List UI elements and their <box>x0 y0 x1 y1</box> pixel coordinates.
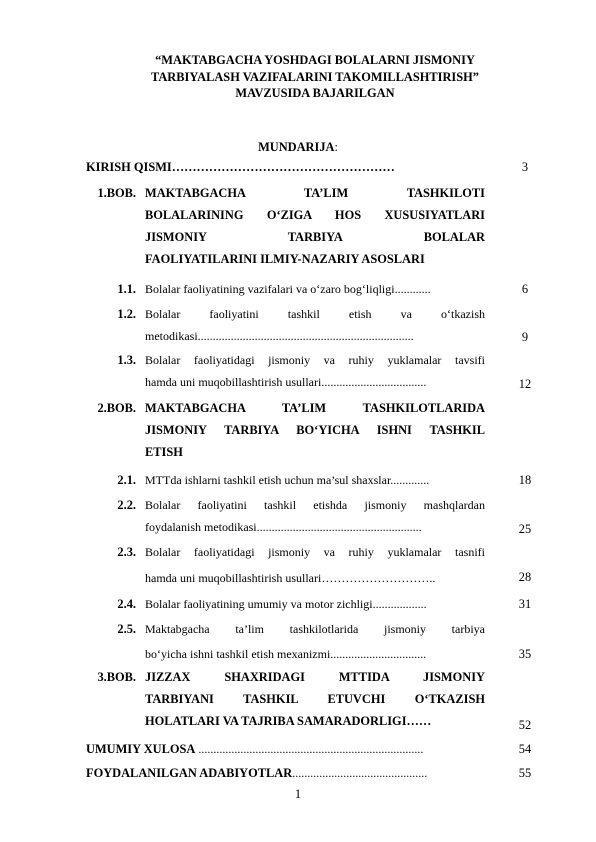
section-title-line: Bolalar faoliyatidagi jismoniy va ruhiy yuklamalar tavsifi <box>145 353 485 367</box>
section-number: 2.4. <box>117 597 136 611</box>
contents-heading-colon: : <box>334 140 338 154</box>
toc-entry-summary <box>86 738 423 760</box>
toc-page-number: 52 <box>518 718 532 732</box>
section-title <box>145 303 485 347</box>
section-title <box>145 469 485 491</box>
title-line-2: TARBIYALASH VAZIFALARINI TAKOMILLASHTIRISH” <box>151 69 479 84</box>
section-title <box>145 494 485 538</box>
section-title-line: Bolalar faoliyatining vazifalari va o‘zaro bog‘liqligi............ <box>145 282 431 296</box>
chapter-title-line: JIZZAX SHAXRIDAGI MTTIDA JISMONIY <box>145 670 485 684</box>
chapter-number: 1.BOB. <box>97 186 136 200</box>
chapter-title-line: TARBIYANI TASHKIL ETUVCHI O‘TKAZISH <box>145 692 485 706</box>
section-title-line: Maktabgacha ta’lim tashkilotlarida jismoniy tarbiya <box>145 622 485 636</box>
chapter-title-line: MAKTABGACHA TA’LIM TASHKILOTLARIDA <box>145 401 485 415</box>
toc-entry-references <box>86 762 427 784</box>
chapter-title-line: JISMONIY TARBIYA BOLALAR <box>145 230 485 244</box>
section-title-line: foydalanish metodikasi....................................................... <box>145 520 422 534</box>
toc-page-number: 9 <box>521 330 529 344</box>
section-number: 1.1. <box>117 282 136 296</box>
contents-heading-text: MUNDARIJA <box>258 140 335 154</box>
section-title-line: Bolalar faoliyatidagi jismoniy va ruhiy yuklamalar tasnifi <box>145 545 485 559</box>
chapter-title <box>145 182 485 270</box>
section-number: 2.5. <box>117 622 136 636</box>
document-title <box>100 52 530 102</box>
toc-page-number: 25 <box>518 522 532 536</box>
title-line-1: “MAKTABGACHA YOSHDAGI BOLALARNI JISMONIY <box>155 53 475 67</box>
toc-page-number: 54 <box>518 742 532 756</box>
section-title-line: Bolalar faoliyatini tashkil etish va o‘tkazish <box>145 307 485 321</box>
toc-page-number: 12 <box>518 377 532 391</box>
chapter-title-line: ETISH <box>145 445 183 459</box>
section-number: 1.3. <box>117 353 136 367</box>
section-title-line: Bolalar faoliyatini tashkil etishda jismoniy mashqlardan <box>145 498 485 512</box>
chapter-title-line: BOLALARINING O‘ZIGA HOS XUSUSIYATLARI <box>145 208 485 222</box>
chapter-title-line: FAOLIYATILARINI ILMIY-NAZARIY ASOSLARI <box>145 252 425 266</box>
toc-entry-leader: ........................................................................... <box>195 742 424 756</box>
toc-entry-label: FOYDALANILGAN ADABIYOTLAR <box>86 766 293 780</box>
toc-entry-label: UMUMIY XULOSA <box>86 742 196 756</box>
toc-entry-intro <box>86 160 395 175</box>
toc-entry-label: KIRISH QISMI……………………………………………… <box>86 160 395 174</box>
section-number: 2.1. <box>117 473 136 487</box>
chapter-title-line: MAKTABGACHA TA’LIM TASHKILOTI <box>145 186 485 200</box>
toc-page-number: 3 <box>521 160 529 174</box>
toc-entry-leader: ............................................. <box>292 766 428 780</box>
page-number: 1 <box>294 787 302 801</box>
toc-page-number: 31 <box>518 597 532 611</box>
section-number: 1.2. <box>117 307 136 321</box>
section-title <box>145 593 485 615</box>
title-line-3: MAVZUSIDA BAJARILGAN <box>235 86 395 100</box>
section-title-line: MTTda ishlarni tashkil etish uchun ma’sul shaxslar............. <box>145 473 430 487</box>
chapter-number: 3.BOB. <box>97 670 136 684</box>
section-number: 2.2. <box>117 498 136 512</box>
contents-heading <box>0 140 596 155</box>
chapter-title <box>145 666 485 732</box>
section-title-line: metodikasi........................................................................ <box>145 329 414 343</box>
section-number: 2.3. <box>117 545 136 559</box>
toc-page-number: 35 <box>518 647 532 661</box>
chapter-number: 2.BOB. <box>97 401 136 415</box>
section-title <box>145 618 485 665</box>
section-title-line: hamda uni muqobillashtirish usullari……………………….. <box>145 571 436 585</box>
toc-page-number: 55 <box>518 766 532 780</box>
section-title-line: bo‘yicha ishni tashkil etish mexanizmi................................ <box>145 647 427 661</box>
section-title <box>145 278 485 300</box>
toc-page-number: 28 <box>518 570 532 584</box>
section-title-line: hamda uni muqobillashtirish usullari................................... <box>145 375 427 389</box>
chapter-title <box>145 397 485 463</box>
section-title <box>145 541 485 589</box>
toc-page-number: 6 <box>521 282 529 296</box>
section-title <box>145 349 485 393</box>
section-title-line: Bolalar faoliyatining umumiy va motor zichligi.................. <box>145 597 427 611</box>
chapter-title-line: JISMONIY TARBIYA BO‘YICHA ISHNI TASHKIL <box>145 423 485 437</box>
chapter-title-line: HOLATLARI VA TAJRIBA SAMARADORLIGI…… <box>145 714 432 728</box>
toc-page-number: 18 <box>518 473 532 487</box>
